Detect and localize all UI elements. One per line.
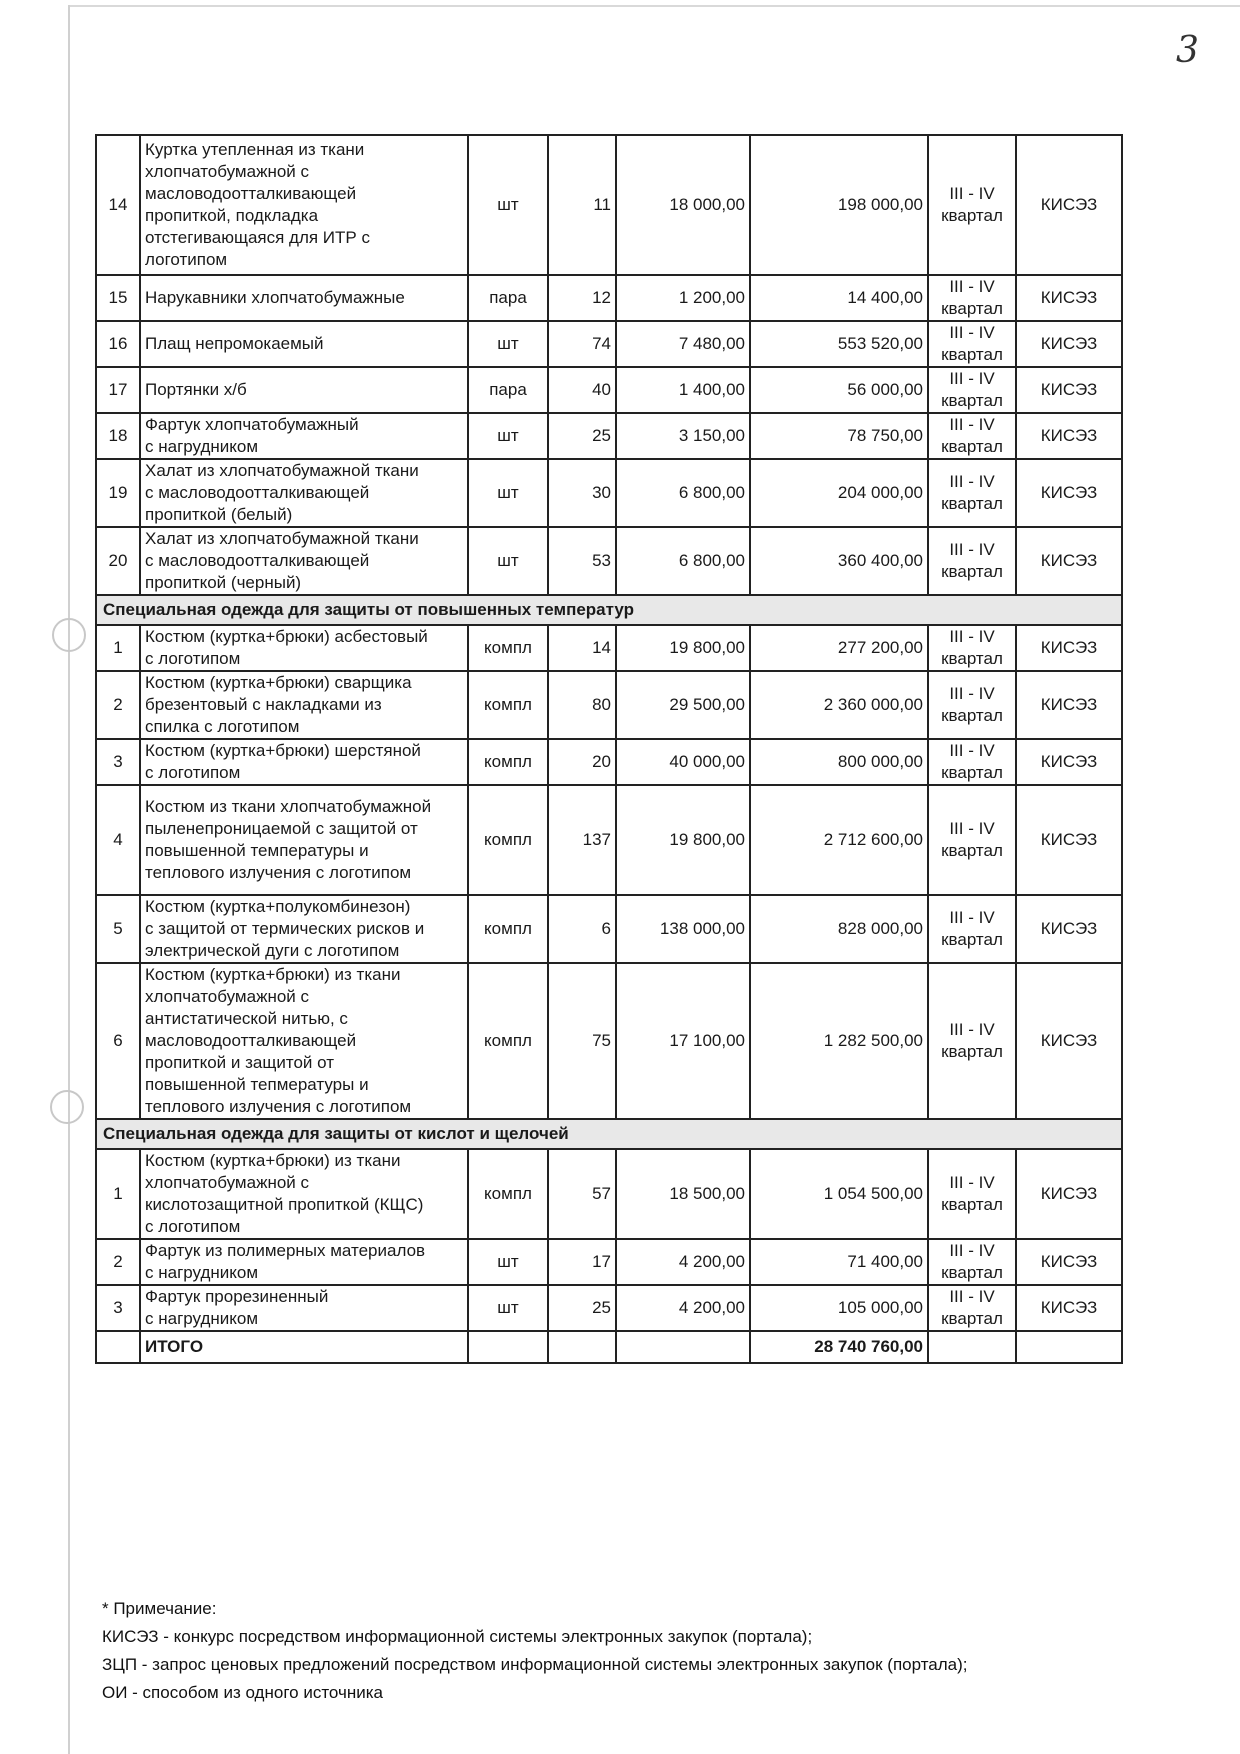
- period-quarters: III - IV: [949, 1173, 995, 1192]
- period-unit: квартал: [941, 437, 1003, 456]
- period-unit: квартал: [941, 299, 1003, 318]
- procurement-method: КИСЭЗ: [1016, 625, 1122, 671]
- period-quarters: III - IV: [949, 741, 995, 760]
- row-number: 2: [96, 1239, 140, 1285]
- unit-of-measure: шт: [468, 135, 548, 275]
- item-name: Костюм (куртка+полукомбинезон) с защитой от термических рисков и электрической дуги с логотипом: [140, 895, 468, 963]
- table-row: [96, 459, 1122, 527]
- table-row: [96, 275, 1122, 321]
- procurement-method: КИСЭЗ: [1016, 527, 1122, 595]
- period-unit: квартал: [941, 1195, 1003, 1214]
- period-unit: квартал: [941, 841, 1003, 860]
- total-amount: 553 520,00: [750, 321, 928, 367]
- item-name: Фартук прорезиненный с нагрудником: [140, 1285, 468, 1331]
- table-row: [96, 135, 1122, 275]
- unit-of-measure: шт: [468, 1285, 548, 1331]
- punch-hole-mark: [52, 618, 86, 652]
- footnote-line: КИСЭЗ - конкурс посредством информационной системы электронных закупок (портала);: [102, 1627, 813, 1646]
- section-row: [96, 595, 1122, 625]
- delivery-period: [928, 963, 1016, 1119]
- row-number: 2: [96, 671, 140, 739]
- quantity: 137: [548, 785, 616, 895]
- row-number: 17: [96, 367, 140, 413]
- section-title: Специальная одежда для защиты от кислот и щелочей: [96, 1119, 1122, 1149]
- total-amount: 1 054 500,00: [750, 1149, 928, 1239]
- scan-edge-left: [68, 5, 70, 1754]
- unit-price: 4 200,00: [616, 1285, 750, 1331]
- procurement-method: КИСЭЗ: [1016, 785, 1122, 895]
- total-amount: 198 000,00: [750, 135, 928, 275]
- period-quarters: III - IV: [949, 819, 995, 838]
- procurement-method: КИСЭЗ: [1016, 459, 1122, 527]
- row-number: 3: [96, 1285, 140, 1331]
- table-row: [96, 895, 1122, 963]
- period-quarters: III - IV: [949, 627, 995, 646]
- period-unit: квартал: [941, 706, 1003, 725]
- period-quarters: III - IV: [949, 415, 995, 434]
- procurement-method: КИСЭЗ: [1016, 671, 1122, 739]
- period-unit: квартал: [941, 494, 1003, 513]
- table-row: [96, 527, 1122, 595]
- table-row: [96, 367, 1122, 413]
- procurement-method: КИСЭЗ: [1016, 739, 1122, 785]
- unit-of-measure: компл: [468, 895, 548, 963]
- quantity: 14: [548, 625, 616, 671]
- period-unit: квартал: [941, 562, 1003, 581]
- quantity: 74: [548, 321, 616, 367]
- delivery-period: [928, 321, 1016, 367]
- period-quarters: III - IV: [949, 540, 995, 559]
- cell-empty: [616, 1331, 750, 1363]
- total-amount: 1 282 500,00: [750, 963, 928, 1119]
- total-amount: 2 360 000,00: [750, 671, 928, 739]
- procurement-method: КИСЭЗ: [1016, 1239, 1122, 1285]
- unit-price: 1 400,00: [616, 367, 750, 413]
- row-number: 6: [96, 963, 140, 1119]
- quantity: 53: [548, 527, 616, 595]
- row-number: 16: [96, 321, 140, 367]
- delivery-period: [928, 413, 1016, 459]
- item-name: Фартук хлопчатобумажный с нагрудником: [140, 413, 468, 459]
- unit-price: 6 800,00: [616, 459, 750, 527]
- unit-price: 4 200,00: [616, 1239, 750, 1285]
- table-row: [96, 413, 1122, 459]
- delivery-period: [928, 625, 1016, 671]
- delivery-period: [928, 367, 1016, 413]
- quantity: 25: [548, 1285, 616, 1331]
- quantity: 57: [548, 1149, 616, 1239]
- table-row: [96, 625, 1122, 671]
- period-unit: квартал: [941, 1042, 1003, 1061]
- delivery-period: [928, 1149, 1016, 1239]
- scan-edge-top: [68, 5, 1240, 7]
- total-amount: 204 000,00: [750, 459, 928, 527]
- quantity: 75: [548, 963, 616, 1119]
- delivery-period: [928, 895, 1016, 963]
- delivery-period: [928, 1239, 1016, 1285]
- procurement-table: [95, 134, 1123, 1364]
- unit-price: 40 000,00: [616, 739, 750, 785]
- quantity: 17: [548, 1239, 616, 1285]
- row-number: 5: [96, 895, 140, 963]
- row-number: 3: [96, 739, 140, 785]
- cell-empty: [1016, 1331, 1122, 1363]
- item-name: Костюм (куртка+брюки) из ткани хлопчатобумажной с кислотозащитной пропиткой (КЩС) с логотипом: [140, 1149, 468, 1239]
- procurement-method: КИСЭЗ: [1016, 135, 1122, 275]
- delivery-period: [928, 459, 1016, 527]
- period-quarters: III - IV: [949, 1287, 995, 1306]
- quantity: 40: [548, 367, 616, 413]
- unit-price: 17 100,00: [616, 963, 750, 1119]
- quantity: 20: [548, 739, 616, 785]
- procurement-method: КИСЭЗ: [1016, 895, 1122, 963]
- item-name: Нарукавники хлопчатобумажные: [140, 275, 468, 321]
- total-amount: 105 000,00: [750, 1285, 928, 1331]
- total-amount: 56 000,00: [750, 367, 928, 413]
- period-unit: квартал: [941, 206, 1003, 225]
- unit-of-measure: шт: [468, 413, 548, 459]
- period-quarters: III - IV: [949, 1020, 995, 1039]
- total-sum: 28 740 760,00: [750, 1331, 928, 1363]
- row-number: 19: [96, 459, 140, 527]
- procurement-method: КИСЭЗ: [1016, 1285, 1122, 1331]
- period-quarters: III - IV: [949, 684, 995, 703]
- unit-of-measure: компл: [468, 1149, 548, 1239]
- table-row: [96, 739, 1122, 785]
- table-body: [96, 135, 1122, 1363]
- total-amount: 828 000,00: [750, 895, 928, 963]
- item-name: Костюм (куртка+брюки) из ткани хлопчатобумажной с антистатической нитью, с масловодоотталкивающей пропиткой и защитой от повышенной тепмературы и теплового излучения с логотипом: [140, 963, 468, 1119]
- section-row: [96, 1119, 1122, 1149]
- table-row: [96, 785, 1122, 895]
- total-amount: 2 712 600,00: [750, 785, 928, 895]
- item-name: Костюм (куртка+брюки) асбестовый с логотипом: [140, 625, 468, 671]
- row-number: 1: [96, 625, 140, 671]
- unit-price: 18 000,00: [616, 135, 750, 275]
- period-quarters: III - IV: [949, 323, 995, 342]
- procurement-method: КИСЭЗ: [1016, 1149, 1122, 1239]
- procurement-method: КИСЭЗ: [1016, 413, 1122, 459]
- total-label: ИТОГО: [140, 1331, 468, 1363]
- quantity: 30: [548, 459, 616, 527]
- cell-empty: [548, 1331, 616, 1363]
- unit-of-measure: шт: [468, 527, 548, 595]
- unit-of-measure: компл: [468, 785, 548, 895]
- period-quarters: III - IV: [949, 472, 995, 491]
- unit-of-measure: шт: [468, 321, 548, 367]
- period-unit: квартал: [941, 391, 1003, 410]
- item-name: Костюм (куртка+брюки) шерстяной с логотипом: [140, 739, 468, 785]
- procurement-method: КИСЭЗ: [1016, 275, 1122, 321]
- delivery-period: [928, 671, 1016, 739]
- table-row: [96, 963, 1122, 1119]
- unit-price: 18 500,00: [616, 1149, 750, 1239]
- item-name: Халат из хлопчатобумажной ткани с масловодоотталкивающей пропиткой (черный): [140, 527, 468, 595]
- unit-price: 19 800,00: [616, 785, 750, 895]
- total-amount: 78 750,00: [750, 413, 928, 459]
- delivery-period: [928, 135, 1016, 275]
- footnote-line: ЗЦП - запрос ценовых предложений посредством информационной системы электронных закупок (портала);: [102, 1655, 968, 1674]
- total-row: [96, 1331, 1122, 1363]
- unit-of-measure: пара: [468, 367, 548, 413]
- footnote-line: ОИ - способом из одного источника: [102, 1683, 383, 1702]
- row-number: 14: [96, 135, 140, 275]
- delivery-period: [928, 739, 1016, 785]
- period-unit: квартал: [941, 930, 1003, 949]
- quantity: 12: [548, 275, 616, 321]
- total-amount: 800 000,00: [750, 739, 928, 785]
- unit-price: 3 150,00: [616, 413, 750, 459]
- unit-price: 19 800,00: [616, 625, 750, 671]
- cell-empty: [928, 1331, 1016, 1363]
- row-number: 15: [96, 275, 140, 321]
- cell-empty: [468, 1331, 548, 1363]
- cell-empty: [96, 1331, 140, 1363]
- item-name: Куртка утепленная из ткани хлопчатобумажной с масловодоотталкивающей пропиткой, подкладка отстегивающаяся для ИТР с логотипом: [140, 135, 468, 275]
- delivery-period: [928, 527, 1016, 595]
- quantity: 80: [548, 671, 616, 739]
- total-amount: 14 400,00: [750, 275, 928, 321]
- unit-price: 1 200,00: [616, 275, 750, 321]
- period-quarters: III - IV: [949, 1241, 995, 1260]
- period-unit: квартал: [941, 763, 1003, 782]
- delivery-period: [928, 785, 1016, 895]
- quantity: 11: [548, 135, 616, 275]
- page-number: 3: [1176, 30, 1199, 71]
- unit-of-measure: компл: [468, 625, 548, 671]
- item-name: Плащ непромокаемый: [140, 321, 468, 367]
- period-unit: квартал: [941, 345, 1003, 364]
- procurement-method: КИСЭЗ: [1016, 367, 1122, 413]
- unit-of-measure: компл: [468, 963, 548, 1119]
- quantity: 25: [548, 413, 616, 459]
- total-amount: 71 400,00: [750, 1239, 928, 1285]
- period-unit: квартал: [941, 649, 1003, 668]
- footnote: [102, 1595, 968, 1707]
- table-row: [96, 1239, 1122, 1285]
- unit-price: 138 000,00: [616, 895, 750, 963]
- procurement-method: КИСЭЗ: [1016, 963, 1122, 1119]
- footnote-heading: * Примечание:: [102, 1599, 217, 1618]
- section-title: Специальная одежда для защиты от повышенных температур: [96, 595, 1122, 625]
- table-row: [96, 1285, 1122, 1331]
- unit-of-measure: шт: [468, 459, 548, 527]
- procurement-method: КИСЭЗ: [1016, 321, 1122, 367]
- unit-of-measure: шт: [468, 1239, 548, 1285]
- row-number: 1: [96, 1149, 140, 1239]
- row-number: 18: [96, 413, 140, 459]
- item-name: Фартук из полимерных материалов с нагрудником: [140, 1239, 468, 1285]
- period-unit: квартал: [941, 1309, 1003, 1328]
- row-number: 4: [96, 785, 140, 895]
- delivery-period: [928, 275, 1016, 321]
- unit-of-measure: пара: [468, 275, 548, 321]
- period-quarters: III - IV: [949, 369, 995, 388]
- row-number: 20: [96, 527, 140, 595]
- total-amount: 360 400,00: [750, 527, 928, 595]
- table-row: [96, 671, 1122, 739]
- period-quarters: III - IV: [949, 908, 995, 927]
- item-name: Портянки х/б: [140, 367, 468, 413]
- unit-price: 29 500,00: [616, 671, 750, 739]
- table-row: [96, 321, 1122, 367]
- unit-price: 6 800,00: [616, 527, 750, 595]
- period-unit: квартал: [941, 1263, 1003, 1282]
- period-quarters: III - IV: [949, 184, 995, 203]
- table-row: [96, 1149, 1122, 1239]
- item-name: Костюм (куртка+брюки) сварщика брезентовый с накладками из спилка с логотипом: [140, 671, 468, 739]
- item-name: Костюм из ткани хлопчатобумажной пыленепроницаемой с защитой от повышенной температуры и теплового излучения с логотипом: [140, 785, 468, 895]
- period-quarters: III - IV: [949, 277, 995, 296]
- delivery-period: [928, 1285, 1016, 1331]
- total-amount: 277 200,00: [750, 625, 928, 671]
- item-name: Халат из хлопчатобумажной ткани с масловодоотталкивающей пропиткой (белый): [140, 459, 468, 527]
- unit-of-measure: компл: [468, 739, 548, 785]
- unit-of-measure: компл: [468, 671, 548, 739]
- punch-hole-mark: [50, 1090, 84, 1124]
- quantity: 6: [548, 895, 616, 963]
- unit-price: 7 480,00: [616, 321, 750, 367]
